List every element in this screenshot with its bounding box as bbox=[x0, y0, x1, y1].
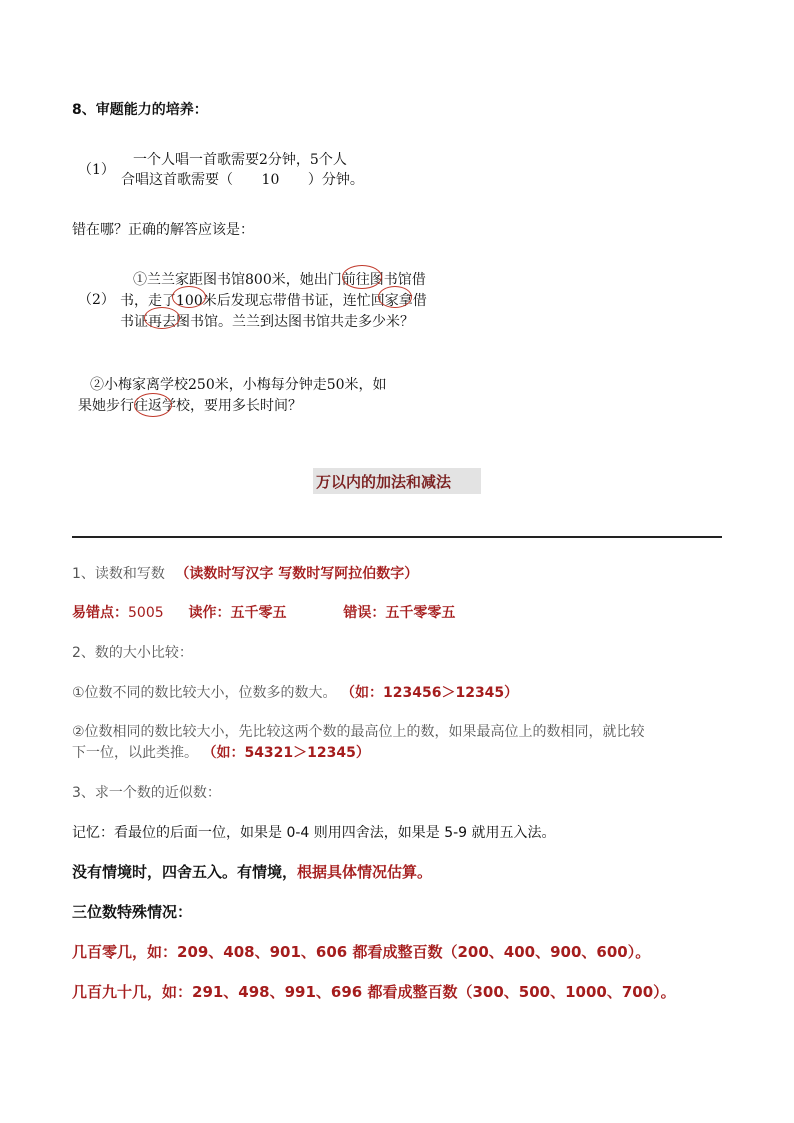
point-2-rule-2-line2 bbox=[72, 742, 370, 762]
annotation-circle bbox=[144, 307, 180, 329]
error-prone-read: 读作：五千零五 bbox=[188, 605, 287, 621]
question-2b-line1: ②小梅家离学校250米，小梅每分钟走50米，如 bbox=[90, 377, 387, 393]
question-1-text-end: ）分钟。 bbox=[307, 172, 364, 188]
question-2a-line3: 书证再去图书馆。兰兰到达图书馆共走多少米？ bbox=[120, 314, 414, 330]
question-1-text: 合唱这首歌需要（ bbox=[121, 172, 233, 188]
question-1-answer: 10 bbox=[261, 172, 280, 188]
divider bbox=[72, 536, 722, 538]
rule-2-example: （如：54321＞12345） bbox=[202, 745, 370, 761]
question-2b-line2: 果她步行往返学校，要用多长时间？ bbox=[78, 398, 302, 414]
section-title: 万以内的加法和减法 bbox=[316, 473, 452, 491]
error-prone-number: 5005 bbox=[128, 605, 164, 621]
annotation-circle bbox=[378, 286, 412, 308]
prompt-text: 错在哪？正确的解答应该是： bbox=[72, 222, 254, 238]
annotation-circle bbox=[172, 286, 206, 308]
point-3-heading: 3、求一个数的近似数： bbox=[72, 785, 221, 801]
question-1-line1: 一个人唱一首歌需要2分钟，5个人 bbox=[133, 152, 347, 168]
point-1-note: （读数时写汉字 写数时写阿拉伯数字） bbox=[175, 566, 419, 582]
annotation-circle bbox=[134, 393, 172, 417]
section-heading: 8、审题能力的培养： bbox=[72, 102, 208, 118]
point-2-rule-1 bbox=[72, 682, 518, 702]
special-case-2: 几百九十几，如：291、498、991、696 都看成整百数（300、500、1000、700）。 bbox=[72, 983, 676, 1001]
question-2-label: （2） bbox=[78, 292, 115, 308]
point-1 bbox=[72, 563, 418, 583]
rounding-rule-text: 没有情境时，四舍五入。有情境， bbox=[72, 863, 298, 881]
question-1-line2 bbox=[121, 169, 364, 189]
annotation-circle bbox=[342, 265, 382, 289]
question-2a-line2: 书，走了100米后发现忘带借书证，连忙回家拿借 bbox=[120, 293, 427, 309]
point-1-label: 1、读数和写数 bbox=[72, 566, 165, 582]
error-prone-label: 易错点： bbox=[72, 605, 128, 621]
question-1-label: （1） bbox=[78, 162, 115, 178]
point-2-heading: 2、数的大小比较： bbox=[72, 645, 193, 661]
rounding-rule-highlight: 根据具体情况估算。 bbox=[297, 863, 433, 881]
rule-2-text: 下一位，以此类推。 bbox=[72, 745, 198, 761]
rule-1-example: （如：123456＞12345） bbox=[341, 685, 519, 701]
error-prone-wrong: 错误：五千零零五 bbox=[343, 605, 456, 621]
rule-1-text: ①位数不同的数比较大小，位数多的数大。 bbox=[72, 685, 337, 701]
special-cases-heading: 三位数特殊情况： bbox=[72, 903, 193, 921]
point-2-rule-2-line1: ②位数相同的数比较大小，先比较这两个数的最高位上的数，如果最高位上的数相同，就比较 bbox=[72, 724, 645, 740]
special-case-1: 几百零几，如：209、408、901、606 都看成整百数（200、400、900、600）。 bbox=[72, 943, 651, 961]
point-error-prone bbox=[72, 602, 455, 622]
rounding-rule bbox=[72, 861, 432, 882]
memory-tip: 记忆：看最位的后面一位，如果是 0-4 则用四舍法，如果是 5-9 就用五入法。 bbox=[72, 825, 556, 841]
question-2a-line1: ①兰兰家距图书馆800米，她出门前往图书馆借 bbox=[133, 272, 426, 288]
